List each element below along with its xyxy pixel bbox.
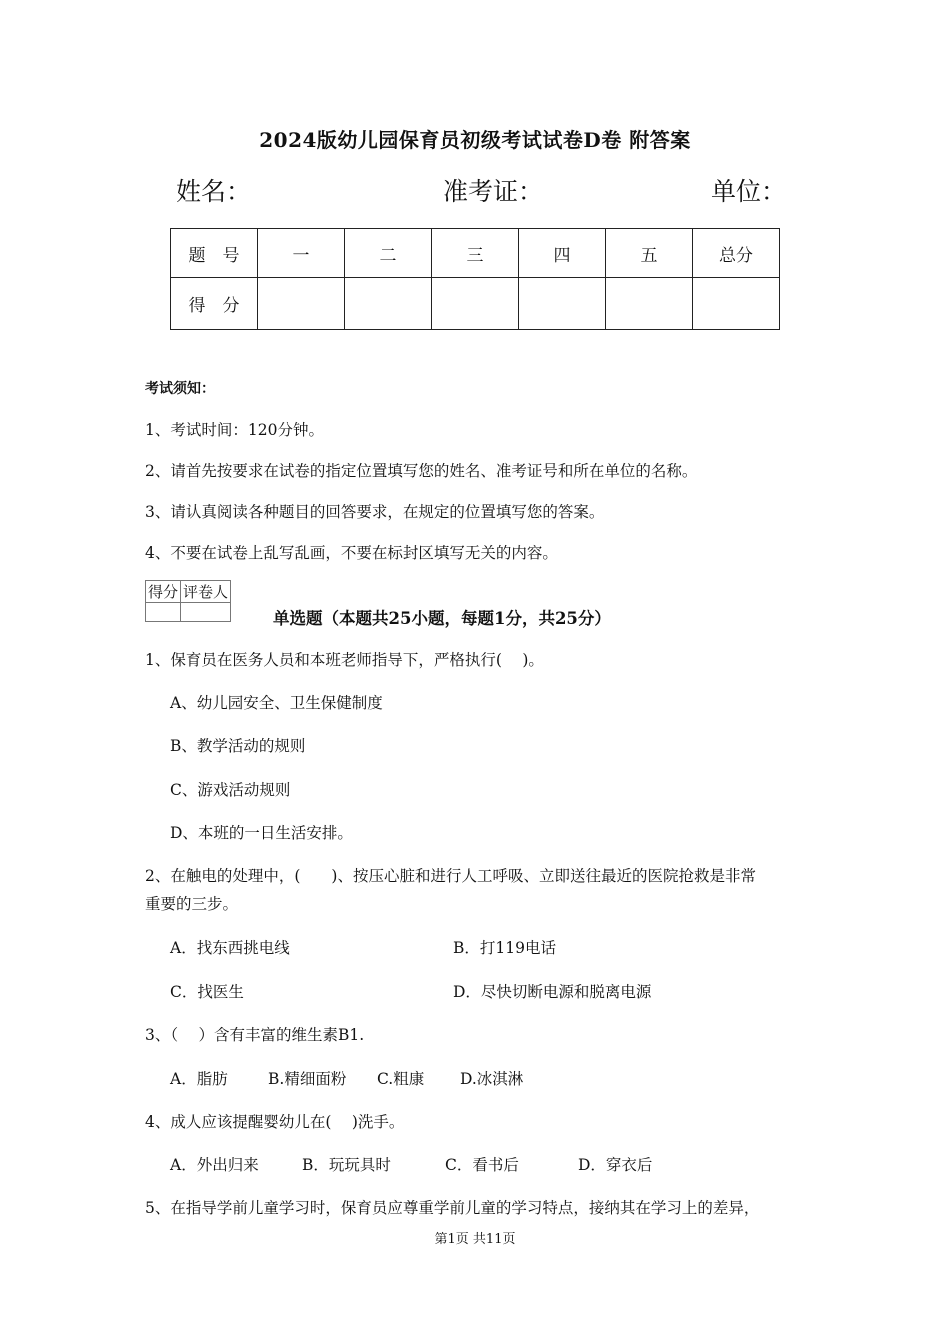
option-c[interactable]: C.粗康 <box>377 1070 425 1088</box>
exam-number-field-label: 准考证： <box>443 177 544 206</box>
grader-score-label: 得分 <box>146 581 181 603</box>
question-stem: 5、在指导学前儿童学习时，保育员应尊重学前儿童的学习特点，接纳其在学习上的差异， <box>145 1199 760 1217</box>
option-c[interactable]: C．看书后 <box>445 1156 519 1174</box>
option-d[interactable]: D、本班的一日生活安排。 <box>170 824 353 842</box>
score-table-header-cell: 四 <box>519 229 606 278</box>
notice-item: 4、不要在试卷上乱写乱画，不要在标封区填写无关的内容。 <box>145 544 558 562</box>
question-stem: 1、保育员在医务人员和本班老师指导下，严格执行( )。 <box>145 651 544 669</box>
option-d[interactable]: D．尽快切断电源和脱离电源 <box>453 983 652 1001</box>
option-b[interactable]: B.精细面粉 <box>268 1070 347 1088</box>
score-table-score-row <box>171 278 780 330</box>
option-b[interactable]: B．玩玩具时 <box>302 1156 391 1174</box>
score-table-header-row <box>171 229 780 278</box>
notice-title: 考试须知： <box>145 381 215 397</box>
score-table-header-cell: 二 <box>345 229 432 278</box>
score-row-label: 得 分 <box>171 278 258 330</box>
option-c[interactable]: C．找医生 <box>170 983 244 1001</box>
score-table-header-cell: 总分 <box>693 229 780 278</box>
option-d[interactable]: D．穿衣后 <box>578 1156 653 1174</box>
question-stem: 4、成人应该提醒婴幼儿在( )洗手。 <box>145 1113 405 1131</box>
score-cell[interactable] <box>432 278 519 330</box>
score-table-header-cell: 题 号 <box>171 229 258 278</box>
option-a[interactable]: A、幼儿园安全、卫生保健制度 <box>170 694 383 712</box>
question-stem-continued: 重要的三步。 <box>145 895 239 913</box>
document-title: 2024版幼儿园保育员初级考试试卷D卷 附答案 <box>259 128 691 152</box>
notice-item: 1、考试时间：120分钟。 <box>145 421 324 439</box>
grader-score-cell[interactable] <box>146 603 181 622</box>
score-table-header-cell: 一 <box>258 229 345 278</box>
name-field-label: 姓名： <box>176 177 252 206</box>
score-cell[interactable] <box>693 278 780 330</box>
score-cell[interactable] <box>606 278 693 330</box>
grader-reviewer-label: 评卷人 <box>181 581 231 603</box>
score-cell[interactable] <box>519 278 606 330</box>
score-table <box>170 228 780 330</box>
notice-item: 2、请首先按要求在试卷的指定位置填写您的姓名、准考证号和所在单位的名称。 <box>145 462 698 480</box>
question-stem: 2、在触电的处理中，( )、按压心脏和进行人工呼吸、立即送往最近的医院抢救是非常 <box>145 867 756 885</box>
option-b[interactable]: B．打119电话 <box>453 939 556 957</box>
option-c[interactable]: C、游戏活动规则 <box>170 781 291 799</box>
option-a[interactable]: A．脂肪 <box>170 1070 228 1088</box>
notice-item: 3、请认真阅读各种题目的回答要求，在规定的位置填写您的答案。 <box>145 503 605 521</box>
grader-box <box>145 580 231 622</box>
option-d[interactable]: D.冰淇淋 <box>460 1070 524 1088</box>
page-number: 第1页 共11页 <box>434 1232 516 1247</box>
unit-field-label: 单位： <box>711 177 787 206</box>
option-a[interactable]: A．找东西挑电线 <box>170 939 290 957</box>
score-table-header-cell: 三 <box>432 229 519 278</box>
score-cell[interactable] <box>345 278 432 330</box>
score-cell[interactable] <box>258 278 345 330</box>
option-a[interactable]: A．外出归来 <box>170 1156 259 1174</box>
question-stem: 3、（ ）含有丰富的维生素B1. <box>145 1026 365 1044</box>
score-table-header-cell: 五 <box>606 229 693 278</box>
grader-reviewer-cell[interactable] <box>181 603 231 622</box>
option-b[interactable]: B、教学活动的规则 <box>170 737 306 755</box>
section-title: 单选题（本题共25小题，每题1分，共25分） <box>273 609 611 628</box>
